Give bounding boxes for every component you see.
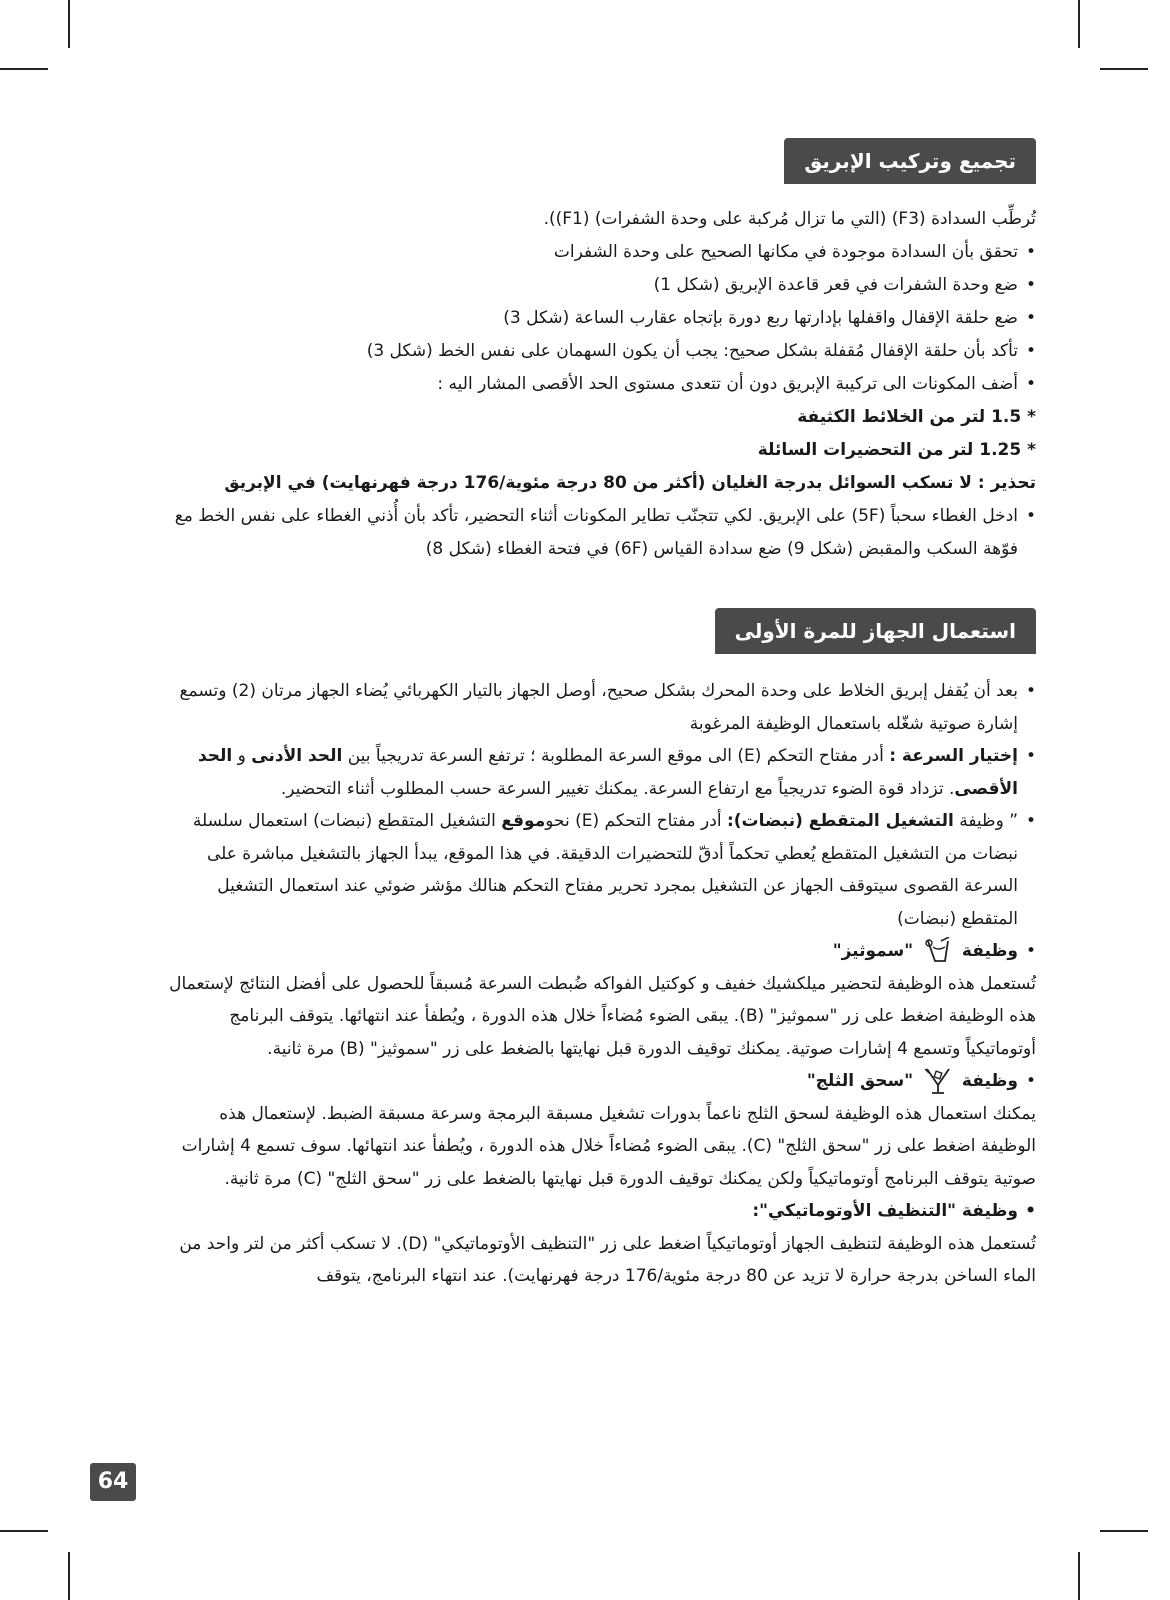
speed-max: الحد الأقصى — [197, 746, 1018, 799]
assembly-intro: تُرطِّب السدادة (F3) (التي ما تزال مُركبة على وحدة الشفرات) (F1)). — [543, 209, 1036, 229]
pulse-title: التشغيل المتقطع (نبضات): — [726, 811, 954, 831]
crop-mark — [1100, 1530, 1148, 1532]
warning-text: تحذير : لا تسكب السوائل بدرجة الغليان (أكثر من 80 درجة مئوية/176 درجة فهرنهايت) في الإبريق — [224, 473, 1036, 493]
ice-crush-heading: • وظيفة "سحق الثلج" — [166, 1065, 1036, 1098]
crop-mark — [0, 68, 48, 70]
first-use-instruction: • بعد أن يُقفل إبريق الخلاط على وحدة المحرك بشكل صحيح، أوصل الجهاز بالتيار الكهربائي يُضاء الجهاز مرتان (2) وتسمع إشارة صوتية شغّله باستعمال الوظيفة المرغوبة — [166, 675, 1036, 740]
list-item: • تأكد بأن حلقة الإقفال مُقفلة بشكل صحيح: يجب أن يكون السهمان على نفس الخط (شكل 3) — [166, 335, 1036, 368]
assembly-section — [166, 203, 1036, 566]
list-item: • ضع وحدة الشفرات في قعر قاعدة الإبريق (شكل 1) — [166, 269, 1036, 302]
list-item: • تحقق بأن السدادة موجودة في مكانها الصحيح على وحدة الشفرات — [166, 236, 1036, 269]
speed-min: الحد الأدنى — [251, 746, 343, 766]
speed-title: إختيار السرعة : — [889, 746, 1018, 766]
speed-selection: • إختيار السرعة : أدر مفتاح التحكم (E) الى موقع السرعة المطلوبة ؛ ترتفع السرعة تدريجياً بين الحد الأدنى و الحد الأقصى. تزداد قوة الضوء تدريجياً مع ارتفاع السرعة. يمكنك تغيير السرعة حسب المطلوب أثناء التحضير. — [166, 740, 1036, 805]
list-item: • أضف المكونات الى تركيبة الإبريق دون أن تتعدى مستوى الحد الأقصى المشار اليه : — [166, 368, 1036, 401]
section-heading-assembly: تجميع وتركيب الإبريق — [784, 138, 1036, 184]
smoothie-glass-icon — [923, 937, 953, 965]
page-number: 64 — [90, 1463, 136, 1501]
auto-clean-heading: • وظيفة "التنظيف الأوتوماتيكي": — [166, 1195, 1036, 1228]
crop-mark — [0, 1530, 48, 1532]
ice-crush-glass-icon — [923, 1067, 953, 1095]
crop-mark — [1078, 1552, 1080, 1600]
lid-instruction: • ادخل الغطاء سحباً (5F) على الإبريق. لكي تتجنّب تطاير المكونات أثناء التحضير، تأكد بأن أُذني الغطاء على نفس الخط مع فوّهة السكب والمقبض (شكل 9) ضع سدادة القياس (6F) في فتحة الغطاء (شكل 8) — [166, 500, 1036, 566]
pulse-function: • ” وظيفة التشغيل المتقطع (نبضات): أدر مفتاح التحكم (E) نحوموقع التشغيل المتقطع (نبضات) استعمال سلسلة نبضات من التشغيل المتقطع يُعطي تحكماً أدقّ للتحضيرات الدقيقة. في هذا الموقع، يبدأ الجهاز بالتشغيل مباشرة على السرعة القصوى سيتوقف الجهاز عن التشغيل بمجرد تحرير مفتاح التحكم هنالك مؤشر ضوئي عند استعمال التشغيل المتقطع (نبضات) — [166, 805, 1036, 935]
auto-clean-description: تُستعمل هذه الوظيفة لتنظيف الجهاز أوتوماتيكياً اضغط على زر "التنظيف الأوتوماتيكي" (D). لا تسكب أكثر من لتر واحد من الماء الساخن بدرجة حرارة لا تزيد عن 80 درجة مئوية/176 درجة فهرنهايت). عند انتهاء البرنامج، يتوقف — [179, 1233, 1036, 1286]
section-heading-first-use: استعمال الجهاز للمرة الأولى — [715, 608, 1036, 654]
crop-mark — [1078, 0, 1080, 48]
list-item: • ضع حلقة الإقفال واقفلها بإدارتها ربع دورة بإتجاه عقارب الساعة (شكل 3) — [166, 302, 1036, 335]
assembly-steps — [166, 236, 1036, 401]
first-use-section — [166, 675, 1036, 1293]
smoothie-description: تُستعمل هذه الوظيفة لتحضير ميلكشيك خفيف و كوكتيل الفواكه ضُبطت السرعة مُسبقاً للحصول على أفضل النتائج لإستعمال هذه الوظيفة اضغط على زر "سموثيز" (B). يبقى الضوء مُضاءاً خلال هذه الدورة ، ويُطفأ عند انتهائها. يتوقف البرنامج أوتوماتيكياً وتسمع 4 إشارات صوتية. يمكنك توقيف الدورة قبل نهايتها بالضغط على زر "سموثيز" (B) مرة ثانية. — [169, 973, 1036, 1059]
ice-crush-description: يمكنك استعمال هذه الوظيفة لسحق الثلج ناعماً بدورات تشغيل مسبقة البرمجة وسرعة مسبقة الضبط. لإستعمال هذه الوظيفة اضغط على زر "سحق الثلج" (C). يبقى الضوء مُضاءاً خلال هذه الدورة ، ويُطفأ عند انتهائها. سوف تسمع 4 إشارات صوتية يتوقف البرنامج أوتوماتيكياً ولكن يمكنك توقيف الدورة قبل نهايتها بالضغط على زر "سحق الثلج" (C) مرة ثانية. — [181, 1103, 1036, 1189]
capacity-limit-liquid: * 1.25 لتر من التحضيرات السائلة — [757, 440, 1036, 460]
crop-mark — [1100, 68, 1148, 70]
crop-mark — [68, 0, 70, 48]
crop-mark — [68, 1552, 70, 1600]
capacity-limit-thick: * 1.5 لتر من الخلائط الكثيفة — [797, 407, 1036, 427]
smoothie-heading: • وظيفة "سموثيز" — [166, 935, 1036, 968]
